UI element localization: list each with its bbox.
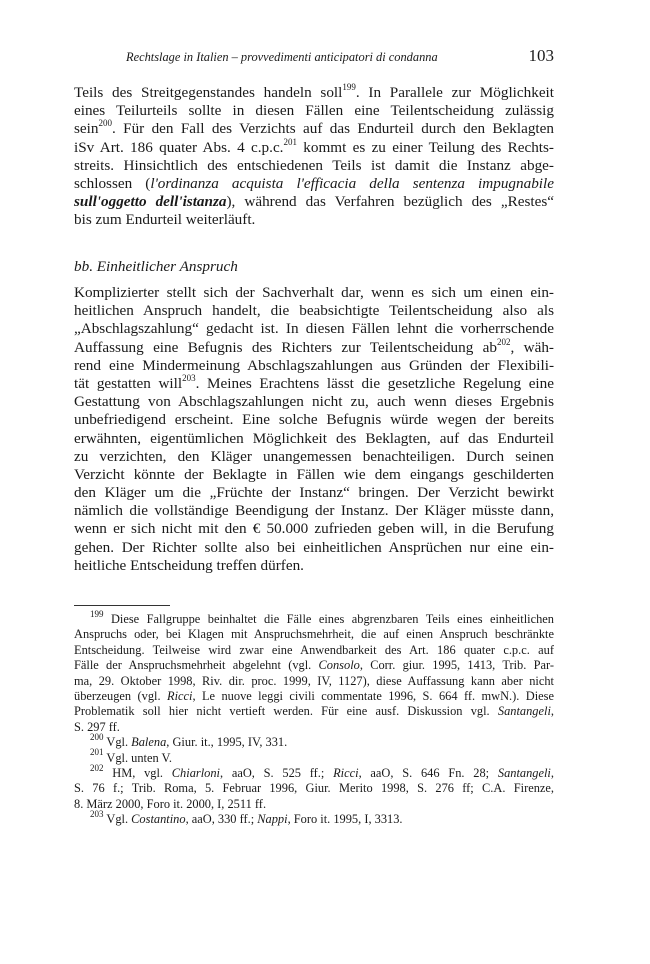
footnote-divider [74, 605, 170, 606]
footnote-line: Entscheidung. Teilweise wird zwar eine Anwendbarkeit des Art. 186 quater c.p.c. auf [74, 642, 554, 657]
paragraph-2 [74, 284, 554, 575]
text-line: Auffassung eine Befugnis des Richters zur Teilentscheidung $ab^{202}$, wäh- [74, 336, 554, 356]
text-line: unbefriedigend erscheint. Eine solche Befugnis würde wegen der bereits [74, 411, 554, 429]
footnote-line: Fälle der Anspruchsmehrheit abgelehnt (vgl. Consolo, Corr. giur. 1995, 1413, Trib. Par- [74, 658, 554, 673]
text-line: rend eine Mindermeinung Abschlagszahlungen aus Gründen der Flexibili- [74, 356, 554, 374]
text-line: heitliche Entscheidung treffen dürfen. [74, 556, 304, 574]
running-head [74, 46, 554, 70]
text-line: sein$^{200}$. Für den Fall des Verzichts auf das Endurteil durch den Beklagten [74, 118, 554, 138]
text-line: Verzicht könnte der Beklagte in Fällen wie dem eingangs geschilderten [74, 465, 554, 483]
text-line: streits. Hinsichtlich des entschiedenen Teils ist damit die Instanz abge- [74, 156, 554, 174]
text-line: schlossen (l'ordinanza acquista l'efficacia della sentenza impugnabile [74, 174, 554, 192]
text-line: erwähnten, eigentümlichen Möglichkeit des Beklagten, auf das Endurteil [74, 429, 554, 447]
footnote-line: 8. März 2000, Foro it. 2000, I, 2511 ff. [74, 796, 267, 811]
text-line: wenn er sich nicht mit den € 50.000 zufrieden geben will, in die Berufung [74, 520, 554, 538]
text-line: Komplizierter stellt sich der Sachverhalt dar, wenn es sich um einen ein- [74, 284, 554, 301]
text-line: tät gestatten will$^{203}$. Meines Erachtens lässt die gesetzliche Regelung eine [74, 372, 554, 392]
footnote-203: $^{203}$ Vgl. Costantino, aaO, 330 ff.; Nappi, Foro it. 1995, I, 3313. [90, 808, 403, 827]
text-line: bis zum Endurteil weiterläuft. [74, 211, 256, 229]
footnote-199: $^{199}$ Diese Fallgruppe beinhaltet die Fälle eines abgrenzbaren Teils eines einheitlichen [90, 608, 554, 626]
text-line: nämlich die vollständige Beendigung der Instanz. Der Kläger müsste dann, [74, 502, 554, 520]
footnote-line: ma, 29. Oktober 1998, Riv. dir. proc. 1999, IV, 1127), diese Auffassung kann aber nicht [74, 673, 554, 688]
text-line: gehen. Der Richter sollte also bei einheitlichen Ansprüchen nur eine ein- [74, 538, 554, 556]
footnote-200: $^{200}$ Vgl. Balena, Giur. it., 1995, IV, 331. [90, 732, 288, 750]
text-line: den Kläger um die „Früchte der Instanz“ bringen. Der Verzicht bewirkt [74, 484, 554, 502]
footnote-line: S. 297 ff. [74, 719, 120, 734]
footnotes [74, 608, 554, 827]
paragraph-1 [74, 81, 554, 230]
footnote-line: überzeugen (vgl. Ricci, Le nuove leggi civili commentate 1996, S. 664 ff. mwN.). Diese [74, 688, 554, 703]
footnote-line: S. 76 f.; Trib. Roma, 5. Februar 1996, Giur. Merito 1998, S. 276 ff; C.A. Firenze, [74, 781, 554, 796]
footnote-201: $^{201}$ Vgl. unten V. [90, 747, 173, 765]
text-line: Teils des Streitgegenstandes handeln soll$^{199}$. In Parallele zur Möglichkeit [74, 81, 554, 101]
text-line: „Abschlagszahlung“ gedacht ist. In diesen Fällen lehnt die vorherrschende [74, 320, 554, 338]
footnote-ref-202: 202 [497, 336, 511, 347]
text-line: heitlichen Anspruch handelt, die beabsichtigte Teilentscheidung also als [74, 302, 554, 320]
footnote-ref-200: 200 [98, 118, 112, 129]
section-heading: bb. Einheitlicher Anspruch [74, 258, 238, 275]
footnote-line: Problematik soll hier nicht vertieft werden. Für eine ausf. Diskussion vgl. Santangeli, [74, 704, 554, 719]
footnote-ref-201: 201 [283, 136, 297, 147]
text-line: Gestattung von Abschlagszahlungen nicht zu, auch wenn dieses Ergebnis [74, 393, 554, 411]
page-number: 103 [528, 46, 554, 65]
text-line: sull'oggetto dell'istanza), während das Verfahren bezüglich des „Restes“ [74, 193, 554, 211]
footnote-202: $^{202}$ HM, vgl. Chiarloni, aaO, S. 525 ff.; Ricci, aaO, S. 646 Fn. 28; Santangeli, [90, 762, 554, 780]
text-line: zu verzichten, den Kläger unangemessen benachteiligen. Durch seinen [74, 447, 554, 465]
footnote-line: Anspruchs oder, bei Klagen mit Anspruchsmehrheit, die auf einen Anspruch beschränkte [74, 627, 554, 642]
running-title: Rechtslage in Italien – provvedimenti anticipatori di condanna [126, 50, 438, 64]
text-line: eines Teilurteils sollte in diesen Fällen eine Teilentscheidung zulässig [74, 102, 554, 120]
footnote-ref-199: 199 [342, 81, 356, 92]
footnote-ref-203: 203 [182, 372, 196, 383]
text-line: iSv Art. 186 quater Abs. 4 c.p.c.$^{201}$ kommt es zu einer Teilung des Rechts- [74, 136, 554, 156]
